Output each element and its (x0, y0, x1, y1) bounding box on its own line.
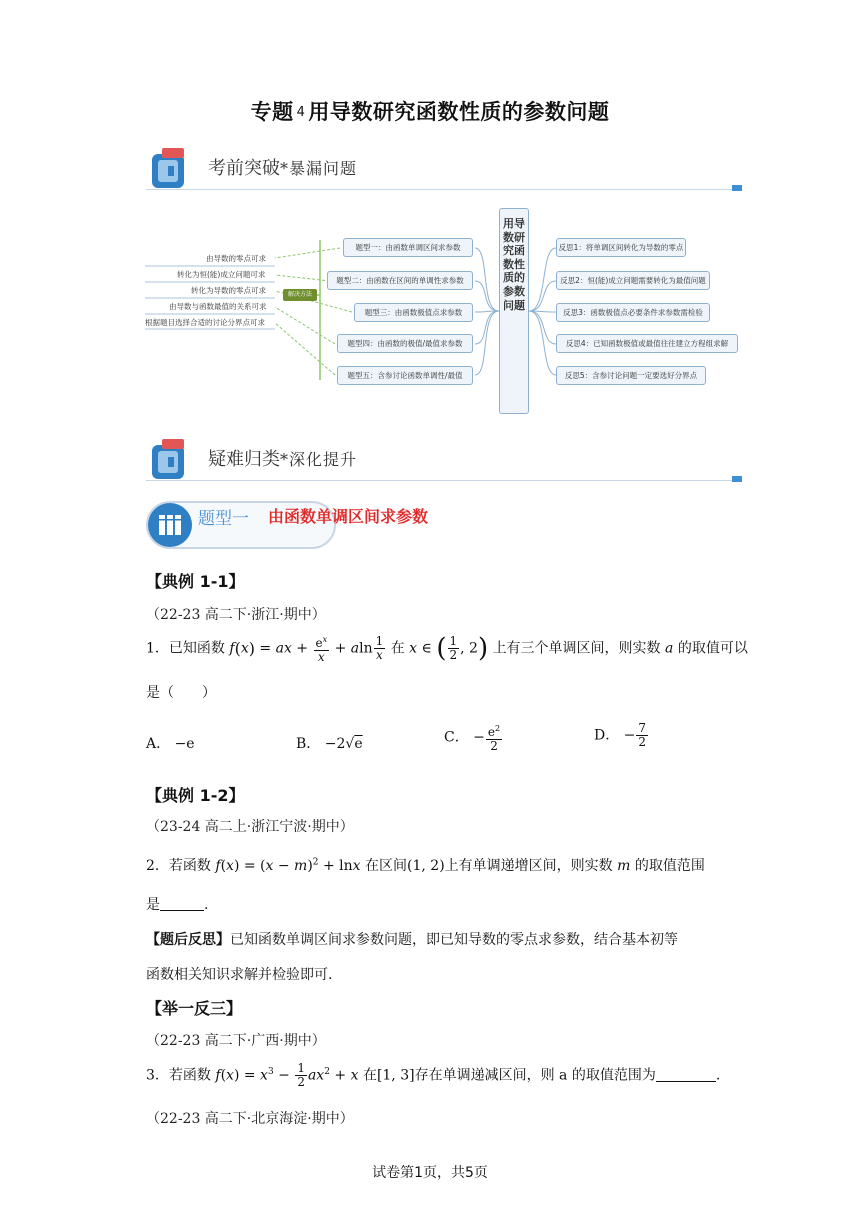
post-question-reflection-cont: 函数相关知识求解并检验即可. (146, 967, 333, 983)
page-footer: 试卷第1页，共5页 (372, 1165, 488, 1181)
type-box: 题型四：由函数的极值/最值求参数 (337, 334, 473, 353)
type-box: 题型三：由函数极值点求参数 (354, 303, 473, 322)
type-box: 题型一：由函数单调区间求参数 (343, 238, 473, 257)
banner-accent (732, 476, 742, 482)
reflection-box: 反思3：函数极值点必要条件求参数需检验 (556, 303, 710, 322)
banner-subtitle: *深化提升 (280, 450, 358, 469)
option-d[interactable]: D． − $\frac{7}{2}$ (594, 721, 647, 749)
type-heading (146, 497, 429, 553)
mindmap-center: 用导数研究函数性质的参数问题 (499, 208, 529, 414)
section-banner-difficult-classification (146, 437, 742, 483)
question-2: 2．若函数 $f(x) = (x - m)^2 + \ln x$ 在区间(1, 2)上有单调递增区间，则实数 m 的取值范围 (146, 857, 705, 874)
option-a[interactable]: A． −e (146, 736, 195, 752)
method-item: 由导数与函数最值的关系可求 (169, 302, 267, 311)
banner-accent (732, 185, 742, 191)
question-source: （22-23 高二下·北京海淀·期中） (146, 1111, 354, 1127)
practice-heading: 【举一反三】 (146, 999, 243, 1018)
banner-title: 考前突破 (208, 158, 280, 179)
post-question-reflection: 【题后反思】已知函数单调区间求参数问题，即已知导数的零点求参数，结合基本初等 (146, 932, 678, 948)
book-icon (146, 437, 194, 483)
reflection-box: 反思2：恒(能)成立问题需要转化为最值问题 (556, 271, 710, 290)
method-item: 根据题目选择合适的讨论分界点可求 (145, 318, 265, 327)
reflection-box: 反思1：将单调区间转化为导数的零点 (556, 238, 686, 257)
type-box: 题型二：由函数在区间的单调性求参数 (327, 271, 473, 290)
section-banner-exam-breakthrough (146, 146, 742, 192)
question-source: （23-24 高二上·浙江宁波·期中） (146, 819, 354, 835)
question-1: 1．已知函数 f(x) = ax + $\frac{e^x}{x}$ + aln $\frac{1}{x}$ 在 x ∈ ( $\frac{1}{2}$ , 2) 上有三个单调区间，则实数 a 的取值可以 (146, 633, 748, 664)
question-3: 3．若函数 $f(x) = x^3$ − $\frac{1}{2}$ $ax^2 + x$ 在[1, 3]存在单调递减区间，则 a 的取值范围为 . (146, 1061, 721, 1089)
option-c[interactable]: C． − $\frac{e^2}{2}$ (444, 724, 501, 753)
banner-title: 疑难归类 (208, 449, 280, 470)
type-box: 题型五：含参讨论函数单调性/最值 (337, 366, 473, 385)
type-label: 题型一 (198, 509, 249, 529)
question-1-cont: 是（ ） (146, 685, 216, 701)
book-icon (146, 146, 194, 192)
reflection-box: 反思5：含参讨论问题一定要选好分界点 (556, 366, 706, 385)
answer-blank[interactable] (160, 910, 204, 911)
example-heading: 【典例 1-1】 (146, 572, 245, 591)
answer-blank[interactable] (656, 1081, 716, 1082)
books-icon (148, 503, 192, 547)
mindmap (140, 200, 740, 420)
question-source: （22-23 高二下·浙江·期中） (146, 607, 326, 623)
option-b[interactable]: B． −2√e (296, 736, 363, 752)
example-heading: 【典例 1-2】 (146, 786, 245, 805)
banner-divider (146, 480, 736, 481)
method-item: 由导数的零点可求 (206, 254, 266, 263)
question-2-cont: 是 . (146, 897, 209, 913)
question-source: （22-23 高二下·广西·期中） (146, 1033, 326, 1049)
type-name: 由函数单调区间求参数 (268, 507, 429, 526)
method-item: 转化为恒(能)成立问题可求 (177, 270, 266, 279)
banner-divider (146, 189, 736, 190)
page-title: 专题 4 用导数研究函数性质的参数问题 (250, 100, 610, 124)
method-item: 转化为导数的零点可求 (191, 286, 266, 295)
method-badge: 解决方法 (283, 289, 317, 301)
reflection-box: 反思4：已知函数极值或最值往往建立方程组求解 (556, 334, 738, 353)
banner-subtitle: *暴漏问题 (280, 159, 358, 178)
